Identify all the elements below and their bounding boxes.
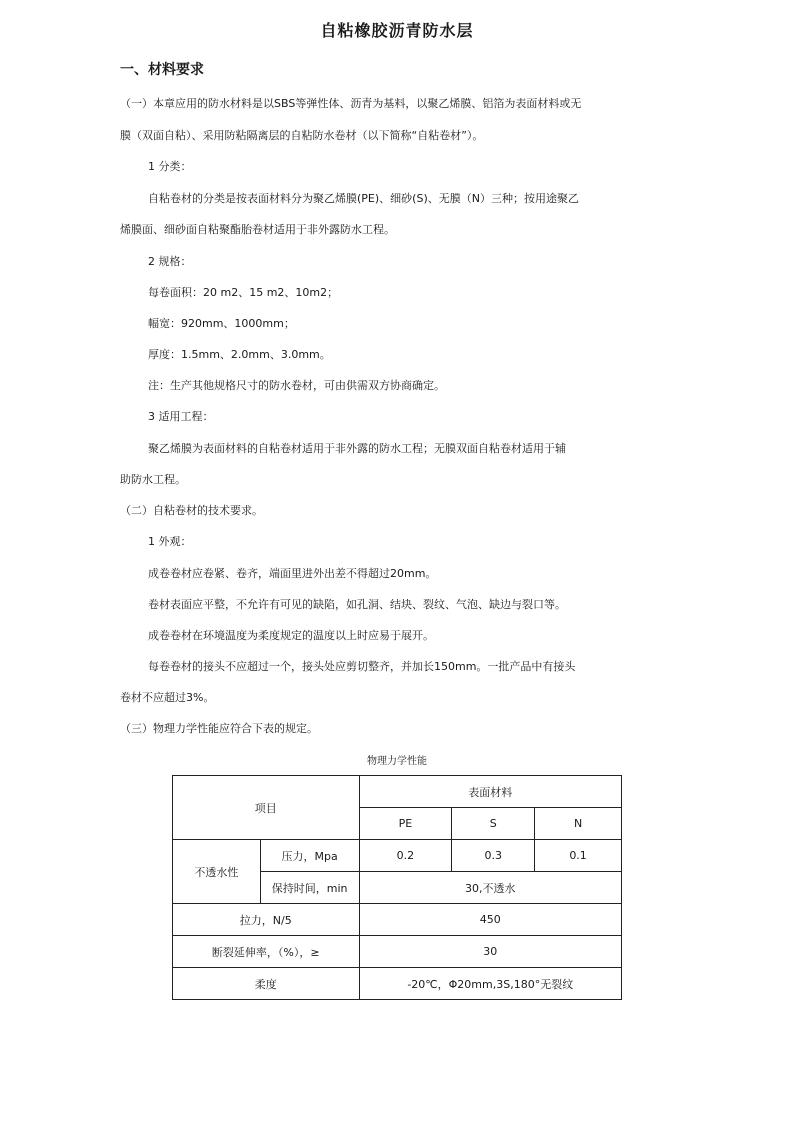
- table-header-surface: 表面材料: [359, 776, 621, 808]
- table-col-n: N: [535, 808, 622, 840]
- table-caption: 物理力学性能: [367, 756, 427, 767]
- table-cell-hold-label: 保持时间，min: [260, 872, 359, 904]
- table-cell-elongation-label: 断裂延伸率，（%），≥: [173, 936, 360, 968]
- table-header-item: 项目: [173, 776, 360, 840]
- paragraph-line: 成卷卷材在环境温度为柔度规定的温度以上时应易于展开。: [148, 629, 434, 642]
- paragraph-line: 助防水工程。: [120, 473, 186, 486]
- table-cell-pressure-label: 压力，Mpa: [260, 840, 359, 872]
- table-cell-pressure-n: 0.1: [535, 840, 622, 872]
- paragraph-line: （一）本章应用的防水材料是以SBS等弹性体、沥青为基料，以聚乙烯膜、铝箔为表面材料或无: [120, 97, 582, 110]
- paragraph-line: 每卷卷材的接头不应超过一个，接头处应剪切整齐，并加长150mm。一批产品中有接头: [148, 660, 576, 673]
- paragraph-line: 1 分类：: [148, 160, 192, 173]
- paragraph-line: 幅宽：920mm、1000mm；: [148, 317, 295, 330]
- paragraph-line: 成卷卷材应卷紧、卷齐，端面里进外出差不得超过20mm。: [148, 567, 437, 580]
- table-cell-tension-value: 450: [359, 904, 621, 936]
- table-cell-hold-value: 30,不透水: [359, 872, 621, 904]
- paragraph-line: （三）物理力学性能应符合下表的规定。: [120, 722, 318, 735]
- properties-table: [172, 775, 622, 1000]
- paragraph-line: 卷材表面应平整，不允许有可见的缺陷，如孔洞、结块、裂纹、气泡、缺边与裂口等。: [148, 598, 566, 611]
- paragraph-line: 每卷面积：20 m2、15 m2、10m2；: [148, 286, 339, 299]
- table-cell-flex-label: 柔度: [173, 968, 360, 1000]
- table-cell-pressure-s: 0.3: [452, 840, 535, 872]
- table-cell-elongation-value: 30: [359, 936, 621, 968]
- paragraph-line: 膜（双面自粘）、采用防粘隔离层的自粘防水卷材（以下简称“自粘卷材”）。: [120, 129, 484, 142]
- paragraph-line: 注：生产其他规格尺寸的防水卷材，可由供需双方协商确定。: [148, 379, 445, 392]
- paragraph-line: 厚度：1.5mm、2.0mm、3.0mm。: [148, 348, 331, 361]
- table-col-pe: PE: [359, 808, 452, 840]
- paragraph-line: 3 适用工程：: [148, 410, 214, 423]
- paragraph-line: 聚乙烯膜为表面材料的自粘卷材适用于非外露的防水工程；无膜双面自粘卷材适用于辅: [148, 442, 566, 455]
- table-cell-pressure-pe: 0.2: [359, 840, 452, 872]
- document-title: 自粘橡胶沥青防水层: [320, 21, 474, 40]
- paragraph-line: 2 规格：: [148, 255, 192, 268]
- paragraph-line: 自粘卷材的分类是按表面材料分为聚乙烯膜(PE)、细砂(S)、无膜（N）三种；按用途聚乙: [148, 192, 579, 205]
- table-cell-tension-label: 拉力，N/5: [173, 904, 360, 936]
- paragraph-line: 烯膜面、细砂面自粘聚酯胎卷材适用于非外露防水工程。: [120, 223, 395, 236]
- section-heading-materials: 一、材料要求: [120, 62, 204, 78]
- table-cell-flex-value: -20℃，Φ20mm,3S,180°无裂纹: [359, 968, 621, 1000]
- paragraph-line: 1 外观：: [148, 535, 192, 548]
- table-col-s: S: [452, 808, 535, 840]
- paragraph-line: 卷材不应超过3%。: [120, 691, 215, 704]
- table-cell-impermeable: 不透水性: [173, 840, 261, 904]
- paragraph-line: （二）自粘卷材的技术要求。: [120, 504, 263, 517]
